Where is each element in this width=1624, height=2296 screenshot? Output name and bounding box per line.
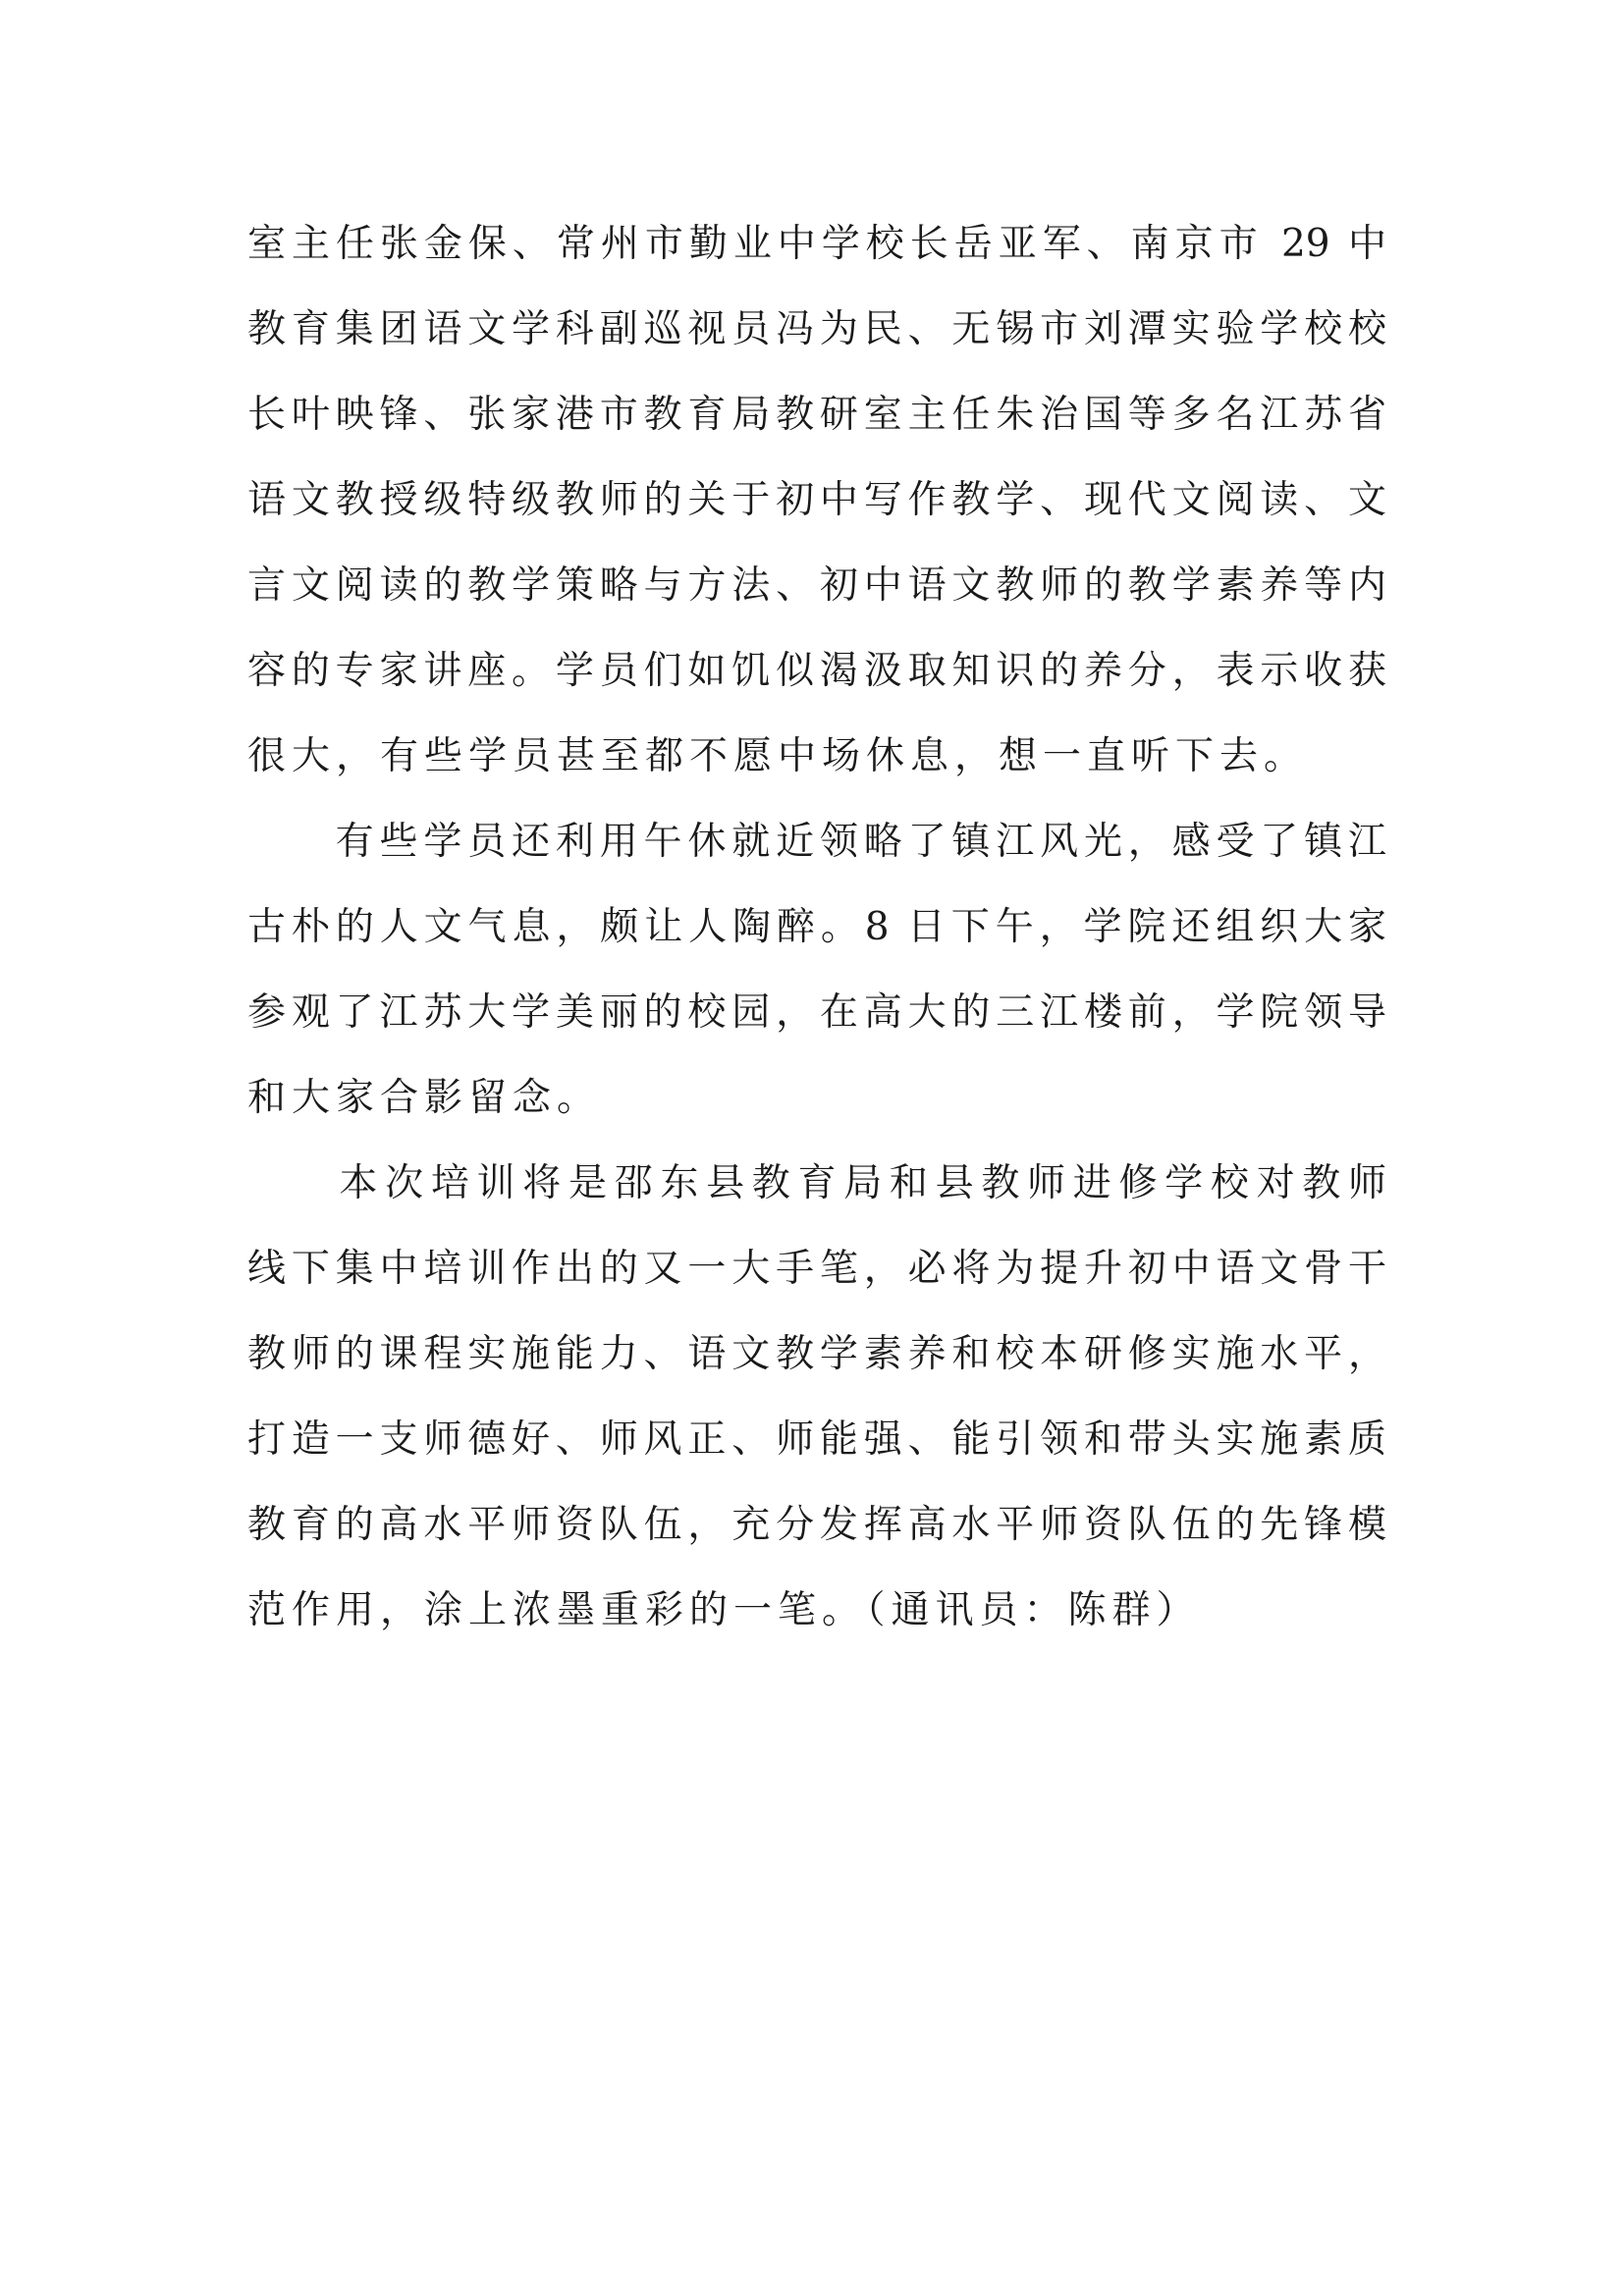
text-line: 长叶映锋、张家港市教育局教研室主任朱治国等多名江苏省 [247,393,1386,437]
text-line: 很大，有些学员甚至都不愿中场休息，想一直听下去。 [247,734,1309,778]
text-line: 教育集团语文学科副巡视员冯为民、无锡市刘潭实验学校校 [247,307,1386,351]
text-line: 有些学员还利用午休就近领略了镇江风光，感受了镇江 [247,820,1386,864]
text-line: 教师的课程实施能力、语文教学素养和校本研修实施水平， [247,1332,1386,1376]
paragraph-zhenjiang-visit [247,799,1386,1141]
article-body [247,201,1386,1653]
text-line: 室主任张金保、常州市勤业中学校长岳亚军、南京市 29 中 [247,222,1386,266]
text-line: 参观了江苏大学美丽的校园，在高大的三江楼前，学院领导 [247,990,1386,1035]
text-line: 言文阅读的教学策略与方法、初中语文教师的教学素养等内 [247,563,1386,608]
text-line: 打造一支师德好、师风正、师能强、能引领和带头实施素质 [247,1417,1386,1462]
text-line: 线下集中培训作出的又一大手笔，必将为提升初中语文骨干 [247,1247,1386,1291]
text-line: 和大家合影留念。 [247,1076,602,1120]
text-line: 语文教授级特级教师的关于初中写作教学、现代文阅读、文 [247,478,1386,522]
text-line: 本次培训将是邵东县教育局和县教师进修学校对教师 [247,1161,1386,1205]
text-line: 范作用，涂上浓墨重彩的一笔。（通讯员：陈群） [247,1588,1201,1632]
paragraph-conclusion [247,1141,1386,1653]
text-line: 教育的高水平师资队伍，充分发挥高水平师资队伍的先锋模 [247,1503,1386,1547]
text-line: 容的专家讲座。学员们如饥似渴汲取知识的养分，表示收获 [247,649,1386,693]
text-line: 古朴的人文气息，颇让人陶醉。8 日下午，学院还组织大家 [247,905,1386,949]
paragraph-speakers [247,201,1386,799]
